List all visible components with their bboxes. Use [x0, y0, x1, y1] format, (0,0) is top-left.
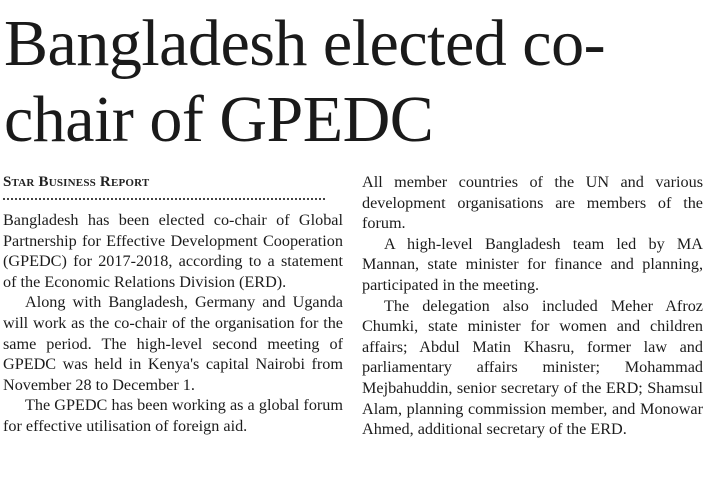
left-column: [3, 172, 343, 437]
paragraph: The GPEDC has been working as a global forum for effective utilisation of foreign aid.: [3, 396, 343, 435]
paragraph: A high-level Bangladesh team led by MA Mannan, state minister for finance and planning, participated in the meeting.: [362, 234, 703, 294]
paragraph: The delegation also included Meher Afroz Chumki, state minister for women and children affairs; Abdul Matin Khasru, former law and parliamentary affairs minister; Mohammad Mejbahuddin, senior secretary of the ERD; Shamsul Alam, planning commission member, and Monowar Ahmed, additional secretary of the ERD.: [362, 296, 703, 439]
right-column: [362, 172, 703, 440]
paragraph: All member countries of the UN and various development organisations are members of the forum.: [362, 173, 703, 233]
paragraph: Along with Bangladesh, Germany and Uganda will work as the co-chair of the organisation for the same period. The high-level second meeting of GPEDC was held in Kenya's capital Nairobi from November 28 to December 1.: [3, 293, 343, 394]
headline: Bangladesh elected co-chair of GPEDC: [4, 7, 606, 156]
byline: Star Business Report: [3, 174, 150, 190]
paragraph: Bangladesh has been elected co-chair of Global Partnership for Effective Development Cooperation (GPEDC) for 2017-2018, according to a statement of the Economic Relations Division (ERD).: [3, 211, 343, 291]
byline-divider: [3, 198, 325, 200]
